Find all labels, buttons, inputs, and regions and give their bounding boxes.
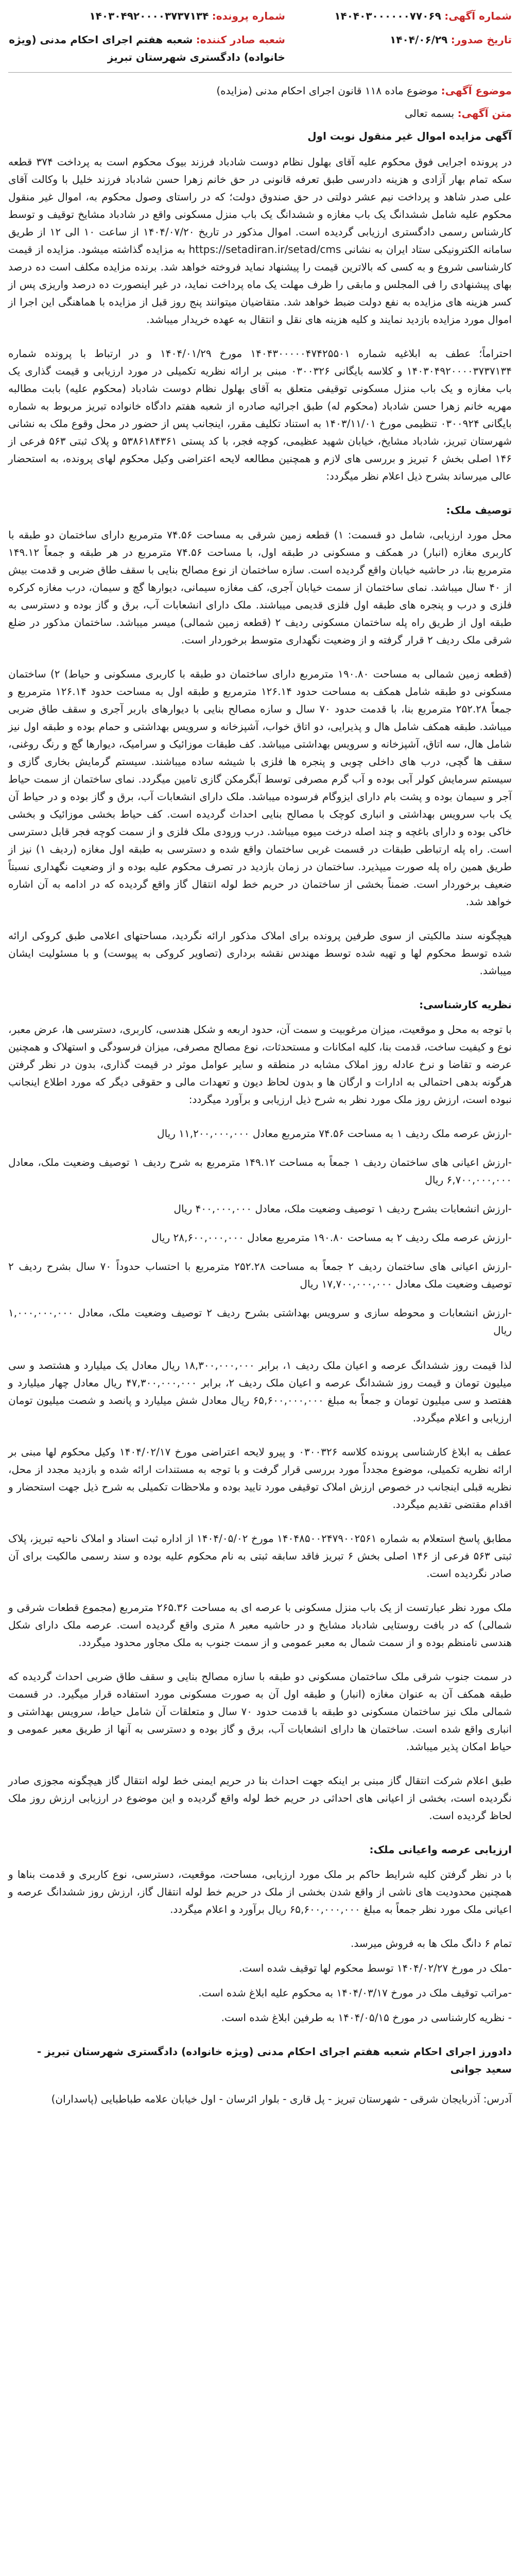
expert-opinion-intro: با توجه به محل و موقعیت، میزان مرغوبیت و سمت آن، حدود اربعه و شکل هندسی، کاربری، دسترسی ها، عرض معبر، نوع و کیفیت ساخت، قدمت بنا، کلیه امکانات و مستحدثات، نوع مصالح مصرفی، میزان فرسودگی و استهلاک و همچنین عرضه و تقاضا و نرخ عادله روز املاک مشابه در منطقه و سایر عوامل موثر در قیمت گذاری، بدون در نظر گرفتن هرگونه بدهی احتمالی به ادارات و ارگان ها و بدون لحاظ دیون و تعهدات مالی و حقوقی دیگر که مورد اطلاع اینجانب نبوده است، ارزش روز ملک مورد نظر به شرح ذیل ارزیابی و برآورد میگردد: bbox=[8, 1023, 512, 1106]
subject-value: موضوع ماده ۱۱۸ قانون اجرای احکام مدنی (مزایده) bbox=[216, 84, 438, 97]
header-row-2 bbox=[8, 31, 512, 66]
office-address: آدرس: آذربایجان شرقی - شهرستان تبریز - پل قاری - بلوار ائرسان - اول خیابان علامه طباطبایی (پاسداران) bbox=[51, 2093, 512, 2105]
header-divider bbox=[8, 72, 512, 73]
issue-date-value: ۱۴۰۴/۰۶/۲۹ bbox=[390, 33, 448, 46]
note-item: تمام ۶ دانگ ملک ها به فروش میرسد. bbox=[350, 1937, 512, 1950]
expert-opinion-heading: نظریه کارشناسی: bbox=[419, 998, 512, 1011]
case-number-value: ۱۴۰۳۰۴۹۲۰۰۰۰۳۷۳۷۱۳۴ bbox=[89, 10, 209, 22]
evaluation-heading: ارزیابی عرصه واعیانی ملک: bbox=[369, 1843, 512, 1856]
bailiff-signature: دادورز اجرای احکام شعبه هفتم اجرای احکام مدنی (ویژه خانواده) دادگستری شهرستان تبریز - سعید جوانی bbox=[37, 2045, 512, 2075]
valuation-list bbox=[8, 1125, 512, 1339]
body-opening-line bbox=[8, 105, 512, 122]
header-row-1 bbox=[8, 7, 512, 25]
followup-paragraph: عطف به ابلاغ کارشناسی پرونده کلاسه ۰۳۰۰۳۲۶ و پیرو لایحه اعتراضی مورخ ۱۴۰۴/۰۲/۱۷ وکیل محکوم لها مبنی بر ارائه نظریه تکمیلی، موضوع مجدداً مورد بررسی قرار گرفت و با توجه به مستندات ارائه شده و بازدید مجدد از محل، نظریه قبلی اینجانب در خصوص ارزش املاک توقیفی مورد تایید بوده و ملاحظات تکمیلی به شرح ذیل جهت استحضار و اقدام مقتضی تقدیم میگردد. bbox=[8, 1446, 512, 1511]
valuation-item: -ارزش اعیانی های ساختمان ردیف ۱ جمعاً به مساحت ۱۴۹.۱۲ مترمربع به شرح ردیف ۱ توصیف وضعیت ملک، معادل ۶,۷۰۰,۰۰۰,۰۰۰ ریال bbox=[8, 1156, 512, 1186]
property-summary-paragraph: ملک مورد نظر عبارتست از یک باب منزل مسکونی با عرصه ای به مساحت ۲۶۵.۳۶ مترمربع (مجموع قطعات شرقی و شمالی) که در بافت روستایی شادباد مشایخ و در حاشیه معبر ۸ متری واقع گردیده است. عرصه ملک دارای شکل هندسی نامنظم بوده و از سمت شمال به معبر عمومی و از سمت جنوب به ملک مجاور محدود میگردد. bbox=[8, 1601, 512, 1649]
gas-pipeline-paragraph: طبق اعلام شرکت انتقال گاز مبنی بر اینکه جهت احداث بنا در حریم ایمنی خط لوله انتقال گاز هیچگونه مجوزی صادر نگردیده است، بخشی از اعیانی های احداثی در حریم خط لوله واقع گردیده و این موضوع در ارزیابی ارزش روز ملک لحاظ گردیده است. bbox=[8, 1774, 512, 1822]
ad-number-value: ۱۴۰۴۰۳۰۰۰۰۰۰۷۷۰۶۹ bbox=[334, 10, 441, 22]
notice-header bbox=[8, 7, 512, 66]
property-description-heading: توصیف ملک: bbox=[446, 504, 512, 516]
notice-title: آگهی مزایده اموال غیر منقول نوبت اول bbox=[307, 130, 512, 142]
property-description-part-2: (قطعه زمین شمالی به مساحت ۱۹۰.۸۰ مترمربع دارای ساختمان دو طبقه با کاربری مسکونی و حیاط) ۲) ساختمان مسکونی دو طبقه شامل همکف به مساحت حدود ۱۲۶.۱۴ مترمربع و طبقه اول به مساحت حدود ۱۲۶.۱۴ مترمربع و جمعاً ۲۵۲.۲۸ مترمربع بنا، با قدمت حدود ۷۰ سال و سازه مصالح بنایی با دیوارهای باربر آجری و سقف طاق ضربی میباشد. طبقه همکف شامل هال و پذیرایی، دو اتاق خواب، آشپزخانه و سرویس بهداشتی و حمام بوده و طبقه اول نیز شامل هال، سه اتاق، آشپزخانه و سرویس بهداشتی میباشد. کف طبقات موزائیک و سرامیک، دیوارها گچ و رنگ روغنی، سقف ها گچی، درب های داخلی چوبی و پنجره ها فلزی با شیشه ساده میباشند. سیستم گرمایش بخاری گازی و سیستم سرمایش کولر آبی بوده و آب گرم مصرفی توسط آبگرمکن گازی تامین میگردد. نمای ساختمان از سمت حیاط آجر و سیمان بوده و پشت بام دارای ایزوگام فرسوده میباشد. ملک دارای انشعابات آب، برق و گاز بوده و در حیاط آن یک باب سرویس بهداشتی و انباری کوچک با مصالح بنایی احداث گردیده است. کف حیاط بخشی موزائیک و بخشی خاکی بوده و دارای باغچه و چند اصله درخت میوه میباشد. درب ورودی ملک فلزی و از سمت کوچه فجر قابل دسترسی است. راه پله ارتباطی طبقات در قسمت غربی ساختمان واقع شده و دسترسی به طبقه اول مغازه (ردیف ۱) نیز از طریق همین راه پله صورت میپذیرد. ساختمان در زمان بازدید در تصرف محکوم علیه بوده و از وضعیت نگهداری نسبتاً ضعیف برخوردار است. ضمناً بخشی از ساختمان در حریم خط لوله انتقال گاز واقع گردیده که در ادامه به آن اشاره خواهد شد. bbox=[8, 668, 512, 908]
case-number-label: شماره پرونده: bbox=[212, 10, 285, 22]
issuing-branch-label: شعبه صادر کننده: bbox=[196, 33, 285, 46]
evaluation-paragraph: با در نظر گرفتن کلیه شرایط حاکم بر ملک مورد ارزیابی، مساحت، موقعیت، دسترسی، نوع کاربری و قدمت بناها و همچنین محدودیت های ناشی از واقع شدن بخشی از ملک در حریم خط لوله انتقال گاز، ارزش روز ششدانگ عرصه و اعیانی ملک مورد نظر جمعاً به مبلغ ۶۵,۶۰۰,۰۰۰,۰۰۰ ریال برآورد و اعلام میگردد. bbox=[8, 1868, 512, 1916]
registry-inquiry-paragraph: مطابق پاسخ استعلام به شماره ۱۴۰۴۸۵۰۰۲۴۷۹۰۰۲۵۶۱ مورخ ۱۴۰۴/۰۵/۰۲ از اداره ثبت اسناد و املاک ناحیه تبریز، پلاک ثبتی ۵۶۳ فرعی از ۱۴۶ اصلی بخش ۶ تبریز فاقد سابقه ثبتی به نام محکوم علیه بوده و سند رسمی مالکیت برای آن صادر نگردیده است. bbox=[8, 1532, 512, 1580]
valuation-item: -ارزش اعیانی های ساختمان ردیف ۲ جمعاً به مساحت ۲۵۲.۲۸ مترمربع با احتساب حدوداً ۷۰ سال بشرح ردیف ۲ توصیف وضعیت ملک معادل ۱۷,۷۰۰,۰۰۰,۰۰۰ ریال bbox=[8, 1260, 512, 1290]
ad-number-label: شماره آگهی: bbox=[444, 10, 512, 22]
ad-number bbox=[295, 7, 512, 25]
note-item: - نظریه کارشناسی در مورخ ۱۴۰۴/۰۵/۱۵ به طرفین ابلاغ شده است. bbox=[221, 2011, 512, 2024]
valuation-total: لذا قیمت روز ششدانگ عرصه و اعیان ملک ردیف ۱، برابر ۱۸,۳۰۰,۰۰۰,۰۰۰ ریال معادل یک میلیارد و هشتصد و سی میلیون تومان و قیمت روز ششدانگ عرصه و اعیان ملک ردیف ۲، برابر ۴۷,۳۰۰,۰۰۰,۰۰۰ ریال معادل چهار میلیارد و هفتصد و سی میلیون تومان و جمعاً به مبلغ ۶۵,۶۰۰,۰۰۰,۰۰۰ ریال معادل شش میلیارد و پانصد و شصت میلیون تومان ارزیابی و اعلام میگردد. bbox=[8, 1359, 512, 1424]
issue-date-label: تاریخ صدور: bbox=[450, 33, 512, 46]
southeast-building-paragraph: در سمت جنوب شرقی ملک ساختمان مسکونی دو طبقه با سازه مصالح بنایی و سقف طاق ضربی احداث گردیده که طبقه همکف آن به عنوان مغازه (انبار) و طبقه اول آن به صورت مسکونی مورد استفاده قرار میگیرد. در قسمت شمالی ملک نیز ساختمان مسکونی دو طبقه با قدمت حدود ۷۰ سال و متعلقات آن شامل حیاط، سرویس بهداشتی و انباری واقع شده است. ساختمان ها دارای انشعابات آب، برق و گاز بوده و دسترسی به آنها از طریق معبر عمومی و حیاط امکان پذیر میباشد. bbox=[8, 1670, 512, 1753]
intro-text-after-url: به مزایده گذاشته میشود. مزایده از قیمت کارشناسی شروع و به کسی که بالاترین قیمت را پیشنهاد نماید فروخته خواهد شد. برنده مزایده مکلف است ده درصد بهای پیشنهادی را فی المجلس و مابقی را ظرف مهلت یک ماه پرداخت نماید، در غیر اینصورت ده درصد واریزی پس از کسر هزینه های مزایده به نفع دولت ضبط خواهد شد. متقاضیان میتوانند پنج روز قبل از مزایده با هماهنگی این اجرا از اموال مورد مزایده بازدید نمایند و کلیه هزینه های نقل و انتقال به عهده خریدار میباشد. bbox=[8, 243, 512, 326]
valuation-item: -ارزش انشعابات و محوطه سازی و سرویس بهداشتی بشرح ردیف ۲ توصیف وضعیت ملک، معادل ۱,۰۰۰,۰۰۰,۰۰۰ ریال bbox=[8, 1307, 512, 1336]
note-item: -مراتب توقیف ملک در مورخ ۱۴۰۴/۰۳/۱۷ به محکوم علیه ابلاغ شده است. bbox=[198, 1987, 512, 1999]
case-number bbox=[8, 7, 285, 25]
setad-link[interactable]: https://setadiran.ir/setad/cms bbox=[188, 243, 341, 256]
valuation-item: -ارزش عرصه ملک ردیف ۲ به مساحت ۱۹۰.۸۰ مترمربع معادل ۲۸,۶۰۰,۰۰۰,۰۰۰ ریال bbox=[151, 1231, 512, 1244]
no-deed-note: هیچگونه سند مالکیتی از سوی طرفین پرونده برای املاک مذکور ارائه نگردید، مساحتهای اعلامی طبق کروکی ارائه شده توسط محکوم لها و تهیه شده توسط مهندس نقشه برداری (تصاویر کروکی به پیوست) و با مسئولیت ایشان میباشد. bbox=[8, 929, 512, 977]
issuing-branch-value: شعبه هفتم اجرای احکام مدنی (ویژه خانواده) دادگستری شهرستان تبریز bbox=[9, 33, 285, 63]
valuation-item: -ارزش انشعابات بشرح ردیف ۱ توصیف وضعیت ملک، معادل ۴۰۰,۰۰۰,۰۰۰ ریال bbox=[174, 1202, 512, 1215]
body-label: متن آگهی: bbox=[457, 107, 512, 120]
subject-label: موضوع آگهی: bbox=[441, 84, 512, 97]
subject-line bbox=[8, 82, 512, 99]
note-item: -ملک در مورخ ۱۴۰۴/۰۲/۲۷ توسط محکوم لها توقیف شده است. bbox=[239, 1962, 512, 1974]
intro-paragraph bbox=[8, 153, 512, 328]
property-description-part-1: محل مورد ارزیابی، شامل دو قسمت: ۱) قطعه زمین شرقی به مساحت ۷۴.۵۶ مترمربع دارای ساختمان دو طبقه با کاربری مغازه (انبار) در همکف و مسکونی در طبقه اول، با مساحت ۷۴.۵۶ مترمربع در هر طبقه و جمعاً ۱۴۹.۱۲ مترمربع بنا، در حاشیه خیابان واقع گردیده است. سازه ساختمان از نوع مصالح بنایی با سقف طاق ضربی و قدمت بیش از ۴۰ سال میباشد. نمای ساختمان از سمت خیابان آجری، کف مغازه سیمانی، دیوارها گچ و سیمان، درب مغازه کرکره فلزی و درب و پنجره های طبقه اول فلزی قدیمی میباشند. ملک دارای انشعابات آب، برق و گاز بوده و دسترسی به طبقه اول از طریق راه پله ساختمان مسکونی ردیف ۲ (قطعه زمین شمالی) میسر میباشد. ساختمان مذکور در ضلع شرقی ملک ردیف ۲ قرار گرفته و از وضعیت نگهداری متوسط برخوردار است. bbox=[8, 529, 512, 646]
body-opening: بسمه تعالی bbox=[405, 107, 455, 120]
issuing-branch bbox=[8, 31, 285, 66]
intro-text-before-url: در پرونده اجرایی فوق محکوم علیه آقای بهلول نظام دوست شادباد فرزند بیوک محکوم است به پرداخت ۳۷۴ قطعه سکه تمام بهار آزادی و هزینه دادرسی طبق تعرفه قانونی در حق خانم زهرا حسن شادباد فرزند خلیل با وکالت آقای علی صدر شاهد و پرداخت نیم عشر دولتی در حق صندوق دولت؛ که در راستای وصول محکوم به، اموال غیر منقول محکوم علیه شامل ششدانگ یک باب مغازه و ششدانگ یک باب منزل مسکونی واقع در شادباد مشایخ توقیف و توسط کارشناس رسمی دادگستری ارزیابی گردیده است. اموال مذکور در تاریخ ۱۴۰۴/۰۷/۲۰ از ساعت ۱۰ الی ۱۲ از طریق سامانه الکترونیکی ستاد ایران به نشانی bbox=[8, 156, 512, 256]
notes-list bbox=[8, 1935, 512, 2026]
issue-date bbox=[295, 31, 512, 48]
expert-letter-paragraph: احتراماً؛ عطف به ابلاغیه شماره ۱۴۰۴۳۰۰۰۰۰۴۷۴۲۵۵۰۱ مورخ ۱۴۰۴/۰۱/۲۹ و در ارتباط با پرونده شماره ۱۴۰۳۰۴۹۲۰۰۰۰۳۷۳۷۱۳۴ و کلاسه بایگانی ۰۳۰۰۳۲۶ مبنی بر ارائه نظریه تکمیلی در مورد ارزیابی و قیمت گذاری یک باب مغازه و یک باب منزل مسکونی توقیفی متعلق به آقای بهلول نظام دوست شادباد (محکوم علیه) بابت مطالبه مهریه خانم زهرا حسن شادباد (محکوم له) طبق اجرائیه صادره از شعبه هفتم دادگاه خانواده تبریز مربوط به شماره بایگانی ۰۳۰۰۹۲۴ تنظیمی مورخ ۱۴۰۳/۱۱/۰۱ به استناد تکلیف مقرر، اینجانب پس از حضور در محل وقوع ملک به نشانی شهرستان تبریز، شادباد مشایخ، خیابان شهید عظیمی، کوچه فجر، با کد پستی ۵۳۸۶۱۸۴۳۶۱ و پلاک ثبتی ۵۶۳ فرعی از ۱۴۶ اصلی بخش ۶ تبریز و بررسی های لازم و همچنین مطالعه لایحه اعتراضی وکیل محکوم لهای پرونده، به استحضار عالی میرساند بشرح ذیل اعلام نظر میگردد: bbox=[8, 347, 512, 482]
valuation-item: -ارزش عرصه ملک ردیف ۱ به مساحت ۷۴.۵۶ مترمربع معادل ۱۱,۲۰۰,۰۰۰,۰۰۰ ریال bbox=[157, 1127, 512, 1140]
